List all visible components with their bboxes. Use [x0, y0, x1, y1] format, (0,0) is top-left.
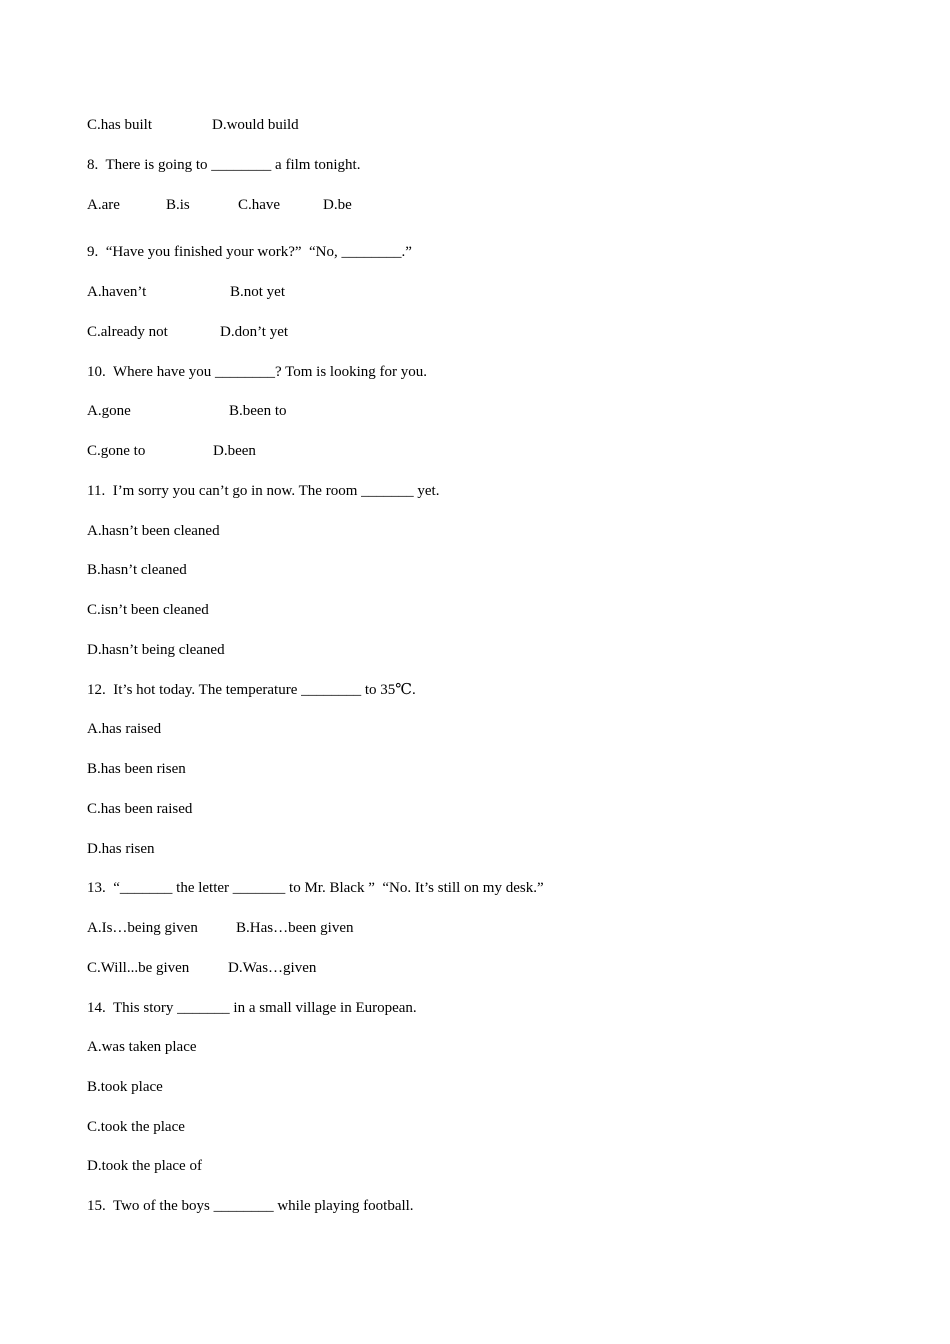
option-8-b: B.is — [166, 197, 190, 213]
option-14-c: C.took the place — [87, 1119, 185, 1135]
option-9-a: A.haven’t — [87, 284, 147, 300]
option-13-a: A.Is…being given — [87, 920, 198, 936]
option-12-a: A.has raised — [87, 721, 162, 737]
option-9-d: D.don’t yet — [220, 324, 289, 340]
option-14-b: B.took place — [87, 1079, 163, 1095]
question-12: 12. It’s hot today. The temperature ________ to 35℃. — [87, 682, 416, 698]
option-10-c: C.gone to — [87, 443, 146, 459]
option-9-b: B.not yet — [230, 284, 285, 300]
option-14-d: D.took the place of — [87, 1158, 202, 1174]
option-8-d: D.be — [323, 197, 352, 213]
option-12-d: D.has risen — [87, 841, 155, 857]
question-13: 13. “_______ the letter _______ to Mr. Black ” “No. It’s still on my desk.” — [87, 880, 544, 896]
option-8-a: A.are — [87, 197, 120, 213]
option-11-c: C.isn’t been cleaned — [87, 602, 209, 618]
option-7-c: C.has built — [87, 117, 153, 133]
option-12-c: C.has been raised — [87, 801, 193, 817]
option-7-d: D.would build — [212, 117, 299, 133]
question-8: 8. There is going to ________ a film tonight. — [87, 157, 361, 173]
option-13-b: B.Has…been given — [236, 920, 354, 936]
option-8-c: C.have — [238, 197, 281, 213]
option-14-a: A.was taken place — [87, 1039, 197, 1055]
option-13-c: C.Will...be given — [87, 960, 190, 976]
option-13-d: D.Was…given — [228, 960, 317, 976]
option-10-d: D.been — [213, 443, 256, 459]
option-11-b: B.hasn’t cleaned — [87, 562, 187, 578]
option-10-b: B.been to — [229, 403, 287, 419]
option-11-d: D.hasn’t being cleaned — [87, 642, 225, 658]
option-9-c: C.already not — [87, 324, 168, 340]
question-14: 14. This story _______ in a small village in European. — [87, 1000, 417, 1016]
option-10-a: A.gone — [87, 403, 131, 419]
question-15: 15. Two of the boys ________ while playing football. — [87, 1198, 414, 1214]
option-12-b: B.has been risen — [87, 761, 186, 777]
option-11-a: A.hasn’t been cleaned — [87, 523, 220, 539]
question-11: 11. I’m sorry you can’t go in now. The room _______ yet. — [87, 483, 440, 499]
question-9: 9. “Have you finished your work?” “No, ________.” — [87, 244, 412, 260]
question-10: 10. Where have you ________? Tom is looking for you. — [87, 364, 428, 380]
